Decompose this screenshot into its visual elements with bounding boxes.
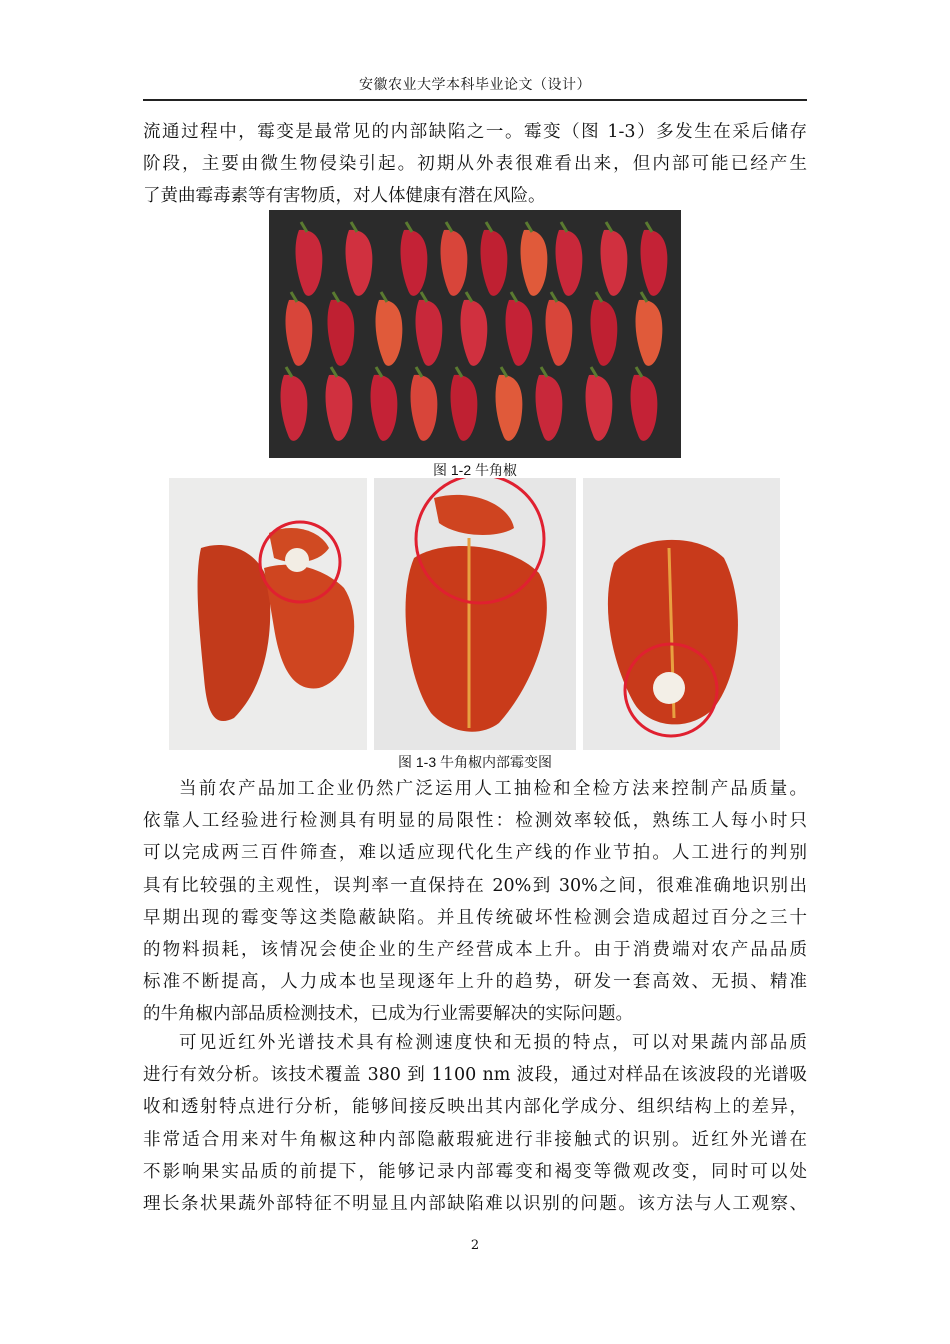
text-line: 收和透射特点进行分析，能够间接反映出其内部化学成分、组织结构上的差异， bbox=[143, 1097, 807, 1118]
page-number: 2 bbox=[470, 1238, 480, 1253]
text-line: 了黄曲霉毒素等有害物质，对人体健康有潜在风险。 bbox=[143, 186, 546, 207]
text-line: 非常适合用来对牛角椒这种内部隐蔽瑕疵进行非接触式的识别。近红外光谱在 bbox=[143, 1129, 807, 1150]
text-line: 标准不断提高，人力成本也呈现逐年上升的趋势，研发一套高效、无损、精准 bbox=[143, 972, 807, 993]
text-line: 当前农产品加工企业仍然广泛运用人工抽检和全检方法来控制产品质量。 bbox=[179, 779, 807, 799]
figure-1-2-caption: 图 1-2 牛角椒 bbox=[432, 462, 517, 478]
text-line: 早期出现的霉变等这类隐蔽缺陷。并且传统破坏性检测会造成超过百分之三十 bbox=[143, 907, 807, 928]
text-line: 的牛角椒内部品质检测技术，已成为行业需要解决的实际问题。 bbox=[143, 1004, 633, 1025]
paragraph-3 bbox=[143, 1027, 807, 1220]
mold-image bbox=[169, 478, 780, 750]
text-line: 依靠人工经验进行检测具有明显的局限性：检测效率较低，熟练工人每小时只 bbox=[143, 811, 807, 832]
figure-mold-photo bbox=[169, 478, 780, 750]
text-line: 可见近红外光谱技术具有检测速度快和无损的特点，可以对果蔬内部品质 bbox=[179, 1033, 807, 1053]
figure-1-3-caption: 图 1-3 牛角椒内部霉变图 bbox=[397, 754, 552, 770]
text-line: 的物料损耗，该情况会使企业的生产经营成本上升。由于消费端对农产品品质 bbox=[143, 940, 807, 961]
text-line: 可以完成两三百件筛查，难以适应现代化生产线的作业节拍。人工进行的判别 bbox=[143, 843, 807, 864]
figure-peppers-photo bbox=[269, 210, 681, 458]
header-rule bbox=[143, 99, 807, 101]
paragraph-2 bbox=[143, 773, 807, 1031]
text-line: 不影响果实品质的前提下，能够记录内部霉变和褐变等微观改变，同时可以处 bbox=[143, 1161, 807, 1182]
text-line: 阶段，主要由微生物侵染引起。初期从外表很难看出来，但内部可能已经产生 bbox=[143, 154, 807, 175]
paragraph-1 bbox=[143, 116, 807, 213]
peppers-image bbox=[269, 210, 681, 458]
header-title: 安徽农业大学本科毕业论文（设计） bbox=[359, 77, 591, 93]
text-line: 具有比较强的主观性，误判率一直保持在 20%到 30%之间，很难准确地识别出 bbox=[143, 875, 807, 896]
text-line: 理长条状果蔬外部特征不明显且内部缺陷难以识别的问题。该方法与人工观察、 bbox=[143, 1194, 807, 1215]
text-line: 进行有效分析。该技术覆盖 380 到 1100 nm 波段，通过对样品在该波段的光谱吸 bbox=[143, 1065, 807, 1086]
text-line: 流通过程中，霉变是最常见的内部缺陷之一。霉变（图 1-3）多发生在采后储存 bbox=[143, 122, 807, 142]
